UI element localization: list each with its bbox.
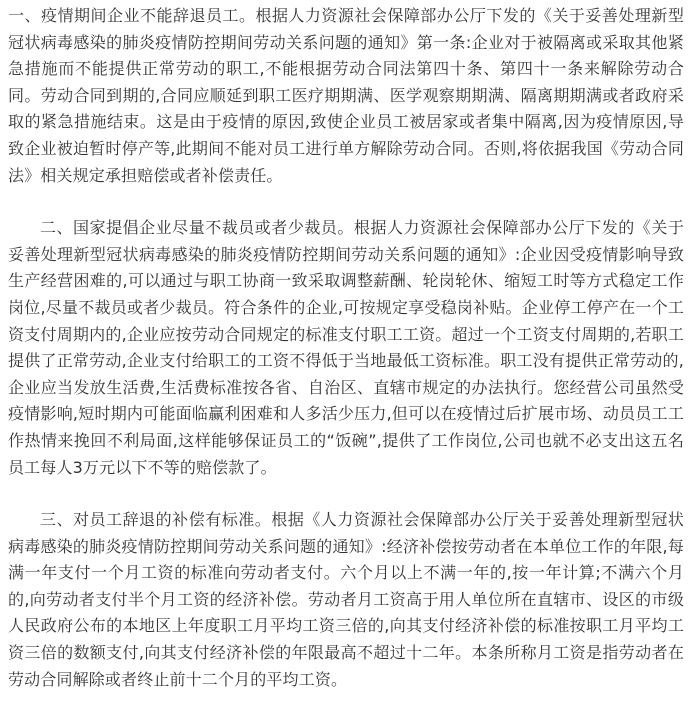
paragraph-3: 三、对员工辞退的补偿有标准。根据《人力资源社会保障部办公厅关于妥善处理新型冠状病毒感染的肺炎疫情防控期间劳动关系问题的通知》:经济补偿按劳动者在本单位工作的年限,每满一年支付一个月工资的标准向劳动者支付。六个月以上不满一年的,按一年计算;不满六个月的,向劳动者支付半个月工资的经济补偿。劳动者月工资高于用人单位所在直辖市、设区的市级人民政府公布的本地区上年度职工月平均工资三倍的,向其支付经济补偿的标准按职工月平均工资三倍的数额支付,向其支付经济补偿的年限最高不超过十二年。本条所称月工资是指劳动者在劳动合同解除或者终止前十二个月的平均工资。 <box>8 510 684 689</box>
article-body <box>8 0 684 693</box>
paragraph-1: 一、疫情期间企业不能辞退员工。根据人力资源社会保障部办公厅下发的《关于妥善处理新型冠状病毒感染的肺炎疫情防控期间劳动关系问题的通知》第一条:企业对于被隔离或采取其他紧急措施而不能提供正常劳动的职工,不能根据劳动合同法第四十条、第四十一条来解除劳动合同。劳动合同到期的,合同应顺延到职工医疗期期满、医学观察期期满、隔离期期满或者政府采取的紧急措施结束。这是由于疫情的原因,致使企业员工被居家或者集中隔离,因为疫情原因,导致企业被迫暂时停产等,此期间不能对员工进行单方解除劳动合同。否则,将依据我国《劳动合同法》相关规定承担赔偿或者补偿责任。 <box>8 6 684 185</box>
paragraph-2: 二、国家提倡企业尽量不裁员或者少裁员。根据人力资源社会保障部办公厅下发的《关于妥善处理新型冠状病毒感染的肺炎疫情防控期间劳动关系问题的通知》:企业因受疫情影响导致生产经营困难的,可以通过与职工协商一致采取调整薪酬、轮岗轮休、缩短工时等方式稳定工作岗位,尽量不裁员或者少裁员。符合条件的企业,可按规定享受稳岗补贴。企业停工停产在一个工资支付周期内的,企业应按劳动合同规定的标准支付职工工资。超过一个工资支付周期的,若职工提供了正常劳动,企业支付给职工的工资不得低于当地最低工资标准。职工没有提供正常劳动的,企业应当发放生活费,生活费标准按各省、自治区、直辖市规定的办法执行。您经营公司虽然受疫情影响,短时期内可能面临赢利困难和人多活少压力,但可以在疫情过后扩展市场、动员员工工作热情来挽回不利局面,这样能够保证员工的“饭碗”,提供了工作岗位,公司也就不必支出这五名员工每人3万元以下不等的赔偿款了。 <box>8 218 684 477</box>
